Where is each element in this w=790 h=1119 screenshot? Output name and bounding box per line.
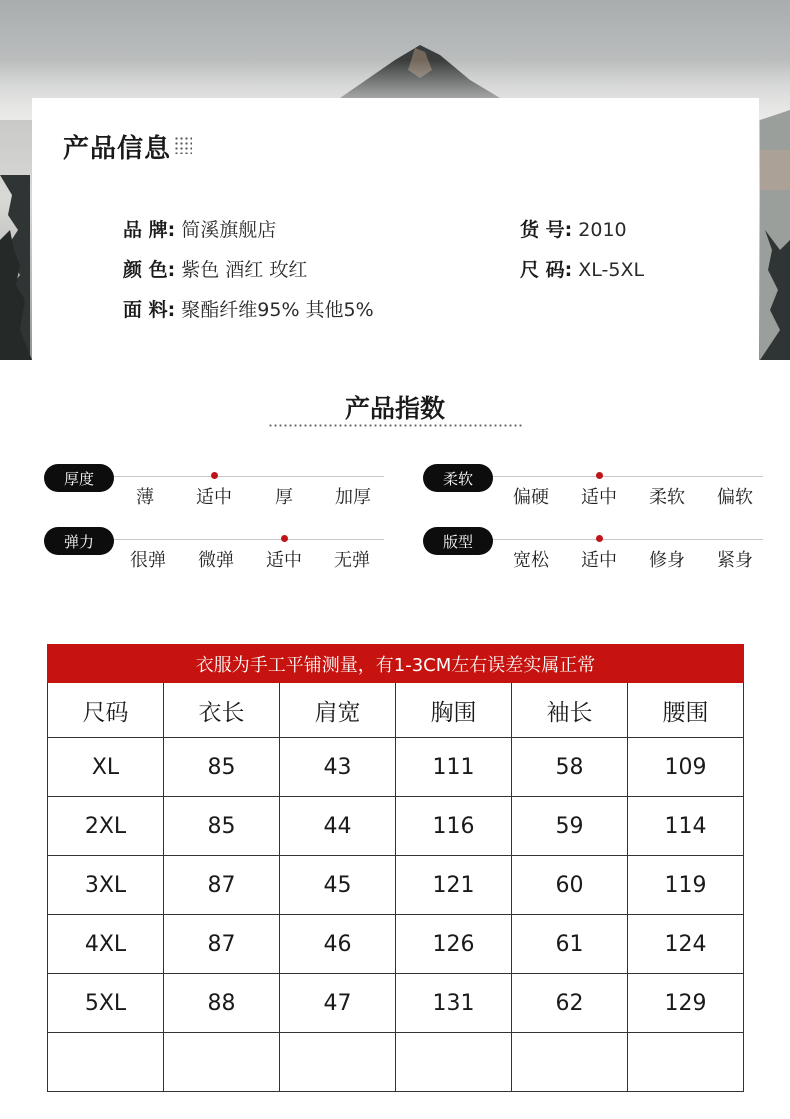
cell-sleeve [512,1033,628,1092]
index-label-elasticity: 弹力 [44,527,114,555]
fabric-label: 面 料: [123,299,176,321]
decorative-dots-icon [174,136,192,154]
cell-chest: 131 [396,974,512,1033]
cell-sleeve: 61 [512,915,628,974]
cell-length: 85 [164,797,280,856]
cell-size: 2XL [48,797,164,856]
table-row [48,1033,744,1092]
cell-waist: 119 [628,856,744,915]
table-header-row [48,683,744,738]
index-option: 适中 [581,550,617,571]
color-value: 紫色 酒红 玫红 [181,259,308,281]
index-selected-dot [281,535,288,542]
cell-waist: 129 [628,974,744,1033]
cell-length [164,1033,280,1092]
index-option: 无弹 [334,550,370,571]
cell-size: XL [48,738,164,797]
brand-row [123,215,276,242]
index-option: 柔软 [649,487,685,508]
cell-waist: 109 [628,738,744,797]
header-shoulder: 肩宽 [280,683,396,738]
fabric-value: 聚酯纤维95% 其他5% [181,299,374,321]
size-range-row [520,255,644,282]
index-option: 适中 [266,550,302,571]
index-option: 很弹 [130,550,166,571]
sku-row [520,215,627,242]
table-row [48,738,744,797]
header-sleeve: 袖长 [512,683,628,738]
color-row [123,255,307,282]
index-scale-line [493,539,763,540]
index-label-thickness: 厚度 [44,464,114,492]
index-option: 适中 [581,487,617,508]
product-index-title: 产品指数 [344,394,445,423]
cell-waist: 114 [628,797,744,856]
header-size: 尺码 [48,683,164,738]
index-scale-line [114,539,384,540]
index-option: 微弹 [198,550,234,571]
cell-shoulder: 47 [280,974,396,1033]
index-option: 适中 [196,487,232,508]
index-selected-dot [596,535,603,542]
cell-chest: 126 [396,915,512,974]
cell-size: 4XL [48,915,164,974]
section-divider-dots [268,424,522,427]
cell-length: 87 [164,856,280,915]
index-option: 偏软 [717,487,753,508]
table-row [48,915,744,974]
sku-label: 货 号: [520,219,573,241]
color-label: 颜 色: [123,259,176,281]
index-option: 修身 [649,550,685,571]
table-row [48,856,744,915]
cell-length: 88 [164,974,280,1033]
cell-shoulder: 44 [280,797,396,856]
sku-value: 2010 [578,219,627,241]
index-selected-dot [596,472,603,479]
header-length: 衣长 [164,683,280,738]
size-range-value: XL-5XL [578,259,645,281]
cell-length: 85 [164,738,280,797]
cell-size: 3XL [48,856,164,915]
index-scale-line [493,476,763,477]
index-selected-dot [211,472,218,479]
index-option: 薄 [136,487,154,508]
cell-chest [396,1033,512,1092]
size-chart-table [47,644,744,1092]
cell-sleeve: 62 [512,974,628,1033]
cell-shoulder: 43 [280,738,396,797]
index-option: 偏硬 [513,487,549,508]
cell-length: 87 [164,915,280,974]
cell-waist: 124 [628,915,744,974]
index-scale-line [114,476,384,477]
table-row [48,797,744,856]
cell-chest: 111 [396,738,512,797]
index-option: 宽松 [513,550,549,571]
fabric-row [123,295,374,322]
cell-sleeve: 59 [512,797,628,856]
brand-label: 品 牌: [123,219,176,241]
index-option: 加厚 [335,487,371,508]
brand-value: 简溪旗舰店 [181,219,277,241]
size-range-label: 尺 码: [520,259,573,281]
index-label-fit: 版型 [423,527,493,555]
cell-chest: 121 [396,856,512,915]
cell-size: 5XL [48,974,164,1033]
measurement-note: 衣服为手工平铺测量，有1-3CM左右误差实属正常 [48,645,744,683]
cell-sleeve: 60 [512,856,628,915]
cell-shoulder [280,1033,396,1092]
product-info-title: 产品信息 [63,134,172,164]
product-info-card [32,98,759,360]
cell-size [48,1033,164,1092]
cell-shoulder: 46 [280,915,396,974]
header-waist: 腰围 [628,683,744,738]
cell-waist [628,1033,744,1092]
index-label-softness: 柔软 [423,464,493,492]
cell-sleeve: 58 [512,738,628,797]
index-option: 紧身 [717,550,753,571]
header-chest: 胸围 [396,683,512,738]
cell-chest: 116 [396,797,512,856]
table-row [48,974,744,1033]
index-option: 厚 [275,487,293,508]
cell-shoulder: 45 [280,856,396,915]
